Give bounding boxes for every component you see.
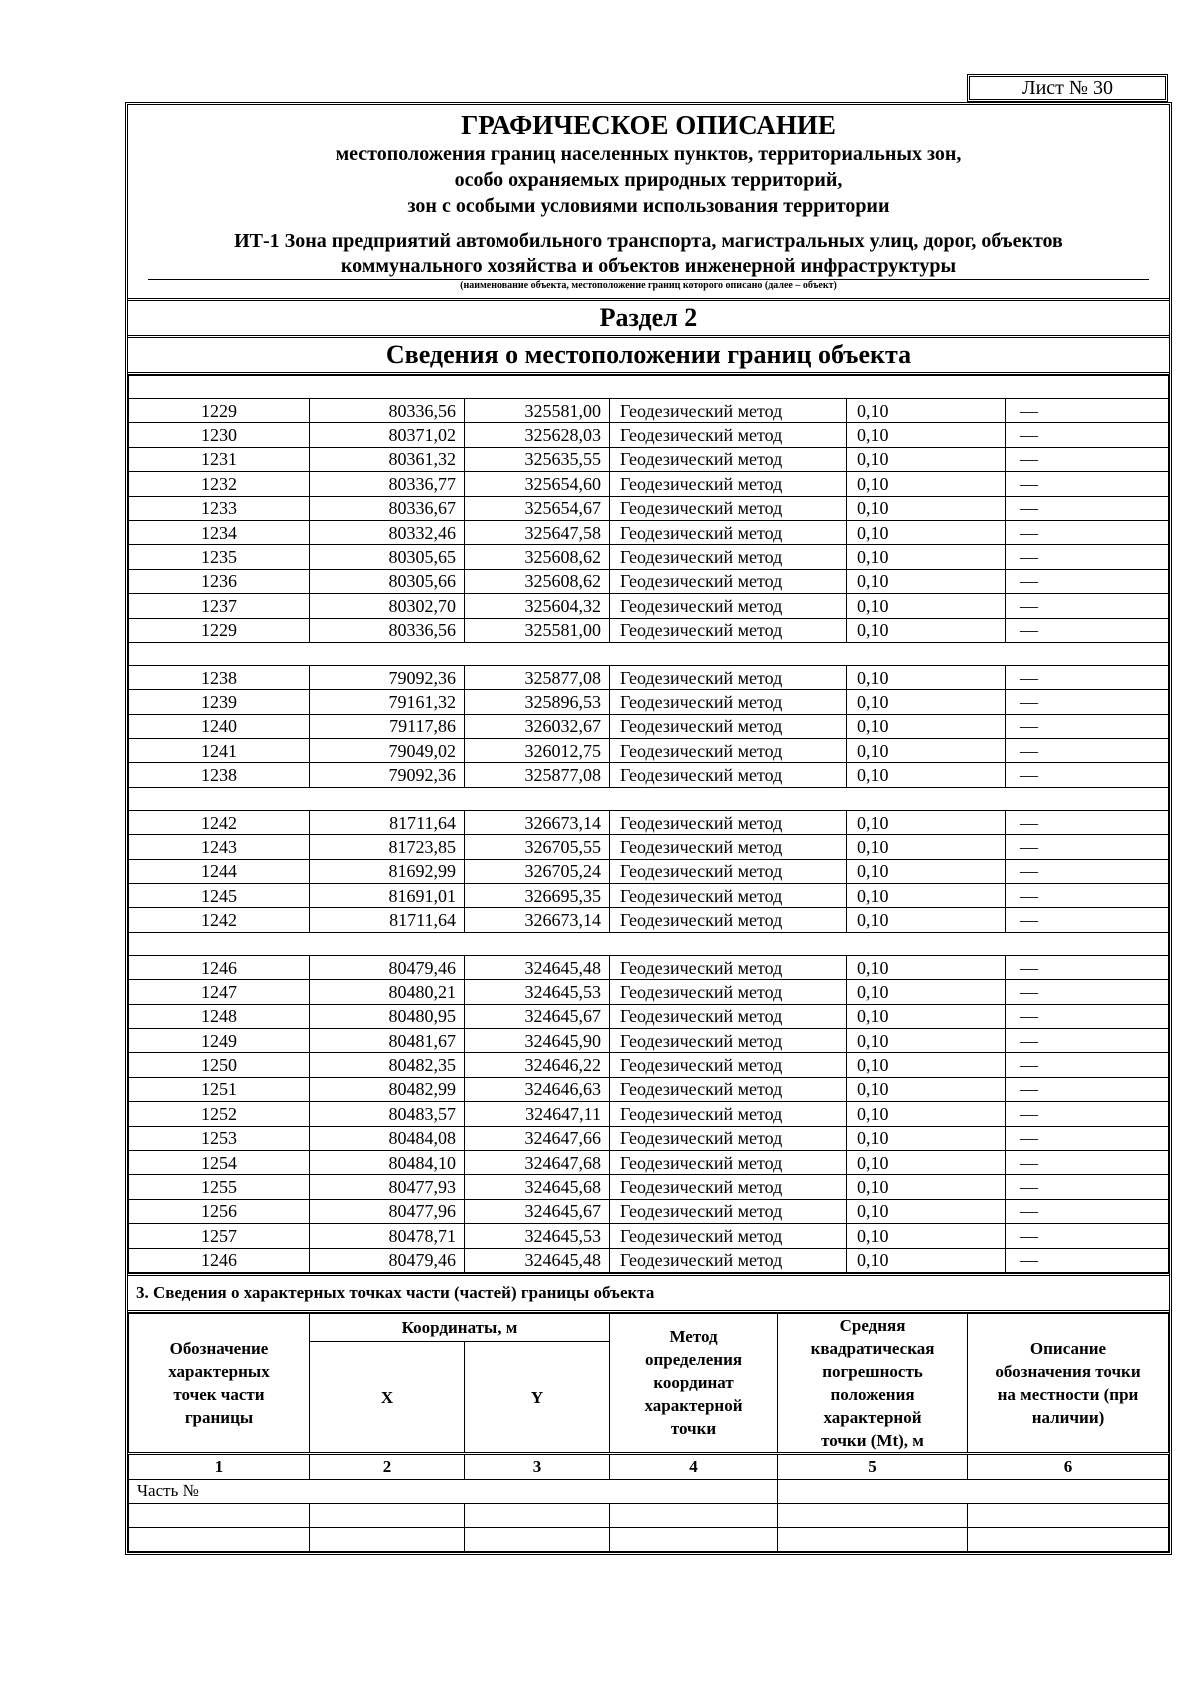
coord-x: 80478,71: [310, 1224, 465, 1248]
coord-y: 324645,53: [465, 980, 610, 1004]
coord-y: 325608,62: [465, 545, 610, 569]
coord-y: 325654,67: [465, 496, 610, 520]
description: —: [1006, 763, 1169, 787]
col-header-accuracy: Средняя квадратическая погрешность положения характерной точки (Mt), м: [778, 1313, 968, 1453]
document-frame: [125, 102, 1172, 1555]
method: Геодезический метод: [610, 472, 847, 496]
table-row: [129, 955, 1169, 979]
point-number: 1239: [129, 690, 310, 714]
description: —: [1006, 1102, 1169, 1126]
coord-y: 326705,55: [465, 835, 610, 859]
column-number: 3: [465, 1453, 610, 1479]
section-subtitle: Сведения о местоположении границ объекта: [128, 338, 1169, 375]
description: —: [1006, 472, 1169, 496]
description: —: [1006, 1150, 1169, 1174]
point-number: 1242: [129, 810, 310, 834]
coord-y: 324645,53: [465, 1224, 610, 1248]
description: —: [1006, 714, 1169, 738]
col-header-method: Метод определения координат характерной точки: [610, 1313, 778, 1453]
point-number: 1231: [129, 447, 310, 471]
coord-y: 324645,48: [465, 1248, 610, 1272]
accuracy: 0,10: [847, 859, 1006, 883]
point-number: 1251: [129, 1077, 310, 1101]
coord-y: 324645,90: [465, 1028, 610, 1052]
method: Геодезический метод: [610, 1224, 847, 1248]
accuracy: 0,10: [847, 545, 1006, 569]
method: Геодезический метод: [610, 1102, 847, 1126]
col-header-coordinates: Координаты, м: [310, 1313, 610, 1341]
coord-x: 81692,99: [310, 859, 465, 883]
empty-cell: [310, 1503, 465, 1527]
coord-y: 324647,66: [465, 1126, 610, 1150]
coord-y: 325647,58: [465, 520, 610, 544]
column-number: 6: [968, 1453, 1169, 1479]
coord-x: 80361,32: [310, 447, 465, 471]
empty-cell: [129, 1503, 310, 1527]
coord-x: 79092,36: [310, 763, 465, 787]
coord-y: 325581,00: [465, 399, 610, 423]
description: —: [1006, 594, 1169, 618]
method: Геодезический метод: [610, 1077, 847, 1101]
description: —: [1006, 739, 1169, 763]
table-row: [129, 447, 1169, 471]
part-label-row: [129, 1479, 1169, 1503]
accuracy: 0,10: [847, 1224, 1006, 1248]
group-separator-row: [129, 376, 1169, 399]
point-number: 1246: [129, 1248, 310, 1272]
accuracy: 0,10: [847, 1004, 1006, 1028]
coord-x: 81691,01: [310, 884, 465, 908]
coord-y: 326032,67: [465, 714, 610, 738]
empty-cell: [129, 787, 1169, 810]
table-row: [129, 739, 1169, 763]
accuracy: 0,10: [847, 618, 1006, 642]
coord-x: 80336,67: [310, 496, 465, 520]
method: Геодезический метод: [610, 1248, 847, 1272]
point-number: 1232: [129, 472, 310, 496]
accuracy: 0,10: [847, 665, 1006, 689]
table-row: [129, 1224, 1169, 1248]
coord-y: 324645,68: [465, 1175, 610, 1199]
coord-x: 80302,70: [310, 594, 465, 618]
table-row: [129, 618, 1169, 642]
accuracy: 0,10: [847, 1028, 1006, 1052]
method: Геодезический метод: [610, 980, 847, 1004]
point-number: 1229: [129, 399, 310, 423]
point-number: 1252: [129, 1102, 310, 1126]
coord-x: 80482,35: [310, 1053, 465, 1077]
point-number: 1253: [129, 1126, 310, 1150]
method: Геодезический метод: [610, 399, 847, 423]
table-row: [129, 665, 1169, 689]
part-section-title: 3. Сведения о характерных точках части (частей) границы объекта: [128, 1273, 1169, 1313]
empty-row: [129, 1503, 1169, 1527]
accuracy: 0,10: [847, 884, 1006, 908]
coord-y: 326673,14: [465, 810, 610, 834]
subtitle-line: местоположения границ населенных пунктов, территориальных зон,: [335, 143, 962, 165]
table-row: [129, 1199, 1169, 1223]
description: —: [1006, 545, 1169, 569]
table-row: [129, 399, 1169, 423]
point-number: 1238: [129, 763, 310, 787]
accuracy: 0,10: [847, 472, 1006, 496]
accuracy: 0,10: [847, 908, 1006, 932]
column-number: 1: [129, 1453, 310, 1479]
point-number: 1244: [129, 859, 310, 883]
description: —: [1006, 1053, 1169, 1077]
method: Геодезический метод: [610, 714, 847, 738]
coord-y: 325581,00: [465, 618, 610, 642]
accuracy: 0,10: [847, 447, 1006, 471]
point-number: 1242: [129, 908, 310, 932]
accuracy: 0,10: [847, 399, 1006, 423]
accuracy: 0,10: [847, 1248, 1006, 1272]
section-title: Раздел 2: [128, 301, 1169, 338]
accuracy: 0,10: [847, 1175, 1006, 1199]
coord-x: 81711,64: [310, 908, 465, 932]
coord-y: 325608,62: [465, 569, 610, 593]
accuracy: 0,10: [847, 569, 1006, 593]
table-row: [129, 859, 1169, 883]
subtitle-line: зон с особыми условиями использования территории: [407, 195, 890, 217]
document-title: ГРАФИЧЕСКОЕ ОПИСАНИЕ: [461, 110, 836, 140]
coord-y: 325877,08: [465, 665, 610, 689]
empty-cell: [310, 1527, 465, 1551]
description: —: [1006, 1077, 1169, 1101]
point-number: 1249: [129, 1028, 310, 1052]
empty-cell: [129, 932, 1169, 955]
method: Геодезический метод: [610, 569, 847, 593]
description: —: [1006, 665, 1169, 689]
description: —: [1006, 1248, 1169, 1272]
coord-x: 80482,99: [310, 1077, 465, 1101]
description: —: [1006, 1004, 1169, 1028]
empty-cell: [968, 1503, 1169, 1527]
accuracy: 0,10: [847, 496, 1006, 520]
accuracy: 0,10: [847, 1053, 1006, 1077]
description: —: [1006, 1175, 1169, 1199]
method: Геодезический метод: [610, 859, 847, 883]
point-number: 1241: [129, 739, 310, 763]
point-number: 1234: [129, 520, 310, 544]
method: Геодезический метод: [610, 1126, 847, 1150]
description: —: [1006, 884, 1169, 908]
accuracy: 0,10: [847, 1126, 1006, 1150]
description: —: [1006, 618, 1169, 642]
col-header-point-designation: Обозначение характерных точек части границы: [129, 1313, 310, 1453]
point-number: 1250: [129, 1053, 310, 1077]
description: —: [1006, 908, 1169, 932]
method: Геодезический метод: [610, 447, 847, 471]
accuracy: 0,10: [847, 1150, 1006, 1174]
coord-x: 79117,86: [310, 714, 465, 738]
document-header: [128, 105, 1169, 301]
column-number: 2: [310, 1453, 465, 1479]
method: Геодезический метод: [610, 1004, 847, 1028]
method: Геодезический метод: [610, 1053, 847, 1077]
sheet-number: Лист № 30: [967, 74, 1168, 102]
point-number: 1248: [129, 1004, 310, 1028]
coord-x: 80336,77: [310, 472, 465, 496]
column-number: 5: [778, 1453, 968, 1479]
coord-x: 80484,10: [310, 1150, 465, 1174]
table-row: [129, 1004, 1169, 1028]
coord-y: 325635,55: [465, 447, 610, 471]
table-row: [129, 1248, 1169, 1272]
description: —: [1006, 1028, 1169, 1052]
method: Геодезический метод: [610, 545, 847, 569]
description: —: [1006, 955, 1169, 979]
method: Геодезический метод: [610, 884, 847, 908]
coord-x: 80336,56: [310, 399, 465, 423]
subtitle-line: особо охраняемых природных территорий,: [454, 169, 843, 191]
accuracy: 0,10: [847, 520, 1006, 544]
method: Геодезический метод: [610, 810, 847, 834]
method: Геодезический метод: [610, 423, 847, 447]
description: —: [1006, 569, 1169, 593]
accuracy: 0,10: [847, 714, 1006, 738]
col-header-description: Описание обозначения точки на местности (при наличии): [968, 1313, 1169, 1453]
table-row: [129, 1102, 1169, 1126]
coord-y: 325896,53: [465, 690, 610, 714]
description: —: [1006, 835, 1169, 859]
object-name-line: ИТ-1 Зона предприятий автомобильного транспорта, магистральных улиц, дорог, объектов: [234, 230, 1063, 252]
coord-x: 80479,46: [310, 955, 465, 979]
accuracy: 0,10: [847, 955, 1006, 979]
coord-y: 325604,32: [465, 594, 610, 618]
coord-y: 326695,35: [465, 884, 610, 908]
coord-x: 80480,21: [310, 980, 465, 1004]
column-number: 4: [610, 1453, 778, 1479]
object-caption: (наименование объекта, местоположение границ которого описано (далее – объект): [460, 280, 837, 291]
table-row: [129, 594, 1169, 618]
table-row: [129, 496, 1169, 520]
method: Геодезический метод: [610, 835, 847, 859]
coord-y: 326673,14: [465, 908, 610, 932]
method: Геодезический метод: [610, 1150, 847, 1174]
accuracy: 0,10: [847, 810, 1006, 834]
empty-cell: [778, 1527, 968, 1551]
empty-cell: [129, 1527, 310, 1551]
method: Геодезический метод: [610, 763, 847, 787]
coord-y: 324645,67: [465, 1004, 610, 1028]
accuracy: 0,10: [847, 1199, 1006, 1223]
coord-y: 324646,22: [465, 1053, 610, 1077]
coord-x: 79161,32: [310, 690, 465, 714]
coord-y: 326012,75: [465, 739, 610, 763]
point-number: 1246: [129, 955, 310, 979]
point-number: 1236: [129, 569, 310, 593]
coord-y: 325628,03: [465, 423, 610, 447]
empty-cell: [610, 1503, 778, 1527]
coord-x: 80480,95: [310, 1004, 465, 1028]
table-row: [129, 690, 1169, 714]
table-row: [129, 423, 1169, 447]
table-row: [129, 908, 1169, 932]
point-number: 1237: [129, 594, 310, 618]
accuracy: 0,10: [847, 763, 1006, 787]
point-number: 1257: [129, 1224, 310, 1248]
point-number: 1230: [129, 423, 310, 447]
accuracy: 0,10: [847, 423, 1006, 447]
coord-y: 324645,48: [465, 955, 610, 979]
coord-y: 325654,60: [465, 472, 610, 496]
method: Геодезический метод: [610, 1028, 847, 1052]
coord-y: 325877,08: [465, 763, 610, 787]
empty-cell: [610, 1527, 778, 1551]
description: —: [1006, 980, 1169, 1004]
table-row: [129, 835, 1169, 859]
method: Геодезический метод: [610, 1199, 847, 1223]
table-row: [129, 1126, 1169, 1150]
empty-cell: [129, 642, 1169, 665]
coord-y: 324645,67: [465, 1199, 610, 1223]
coord-x: 79092,36: [310, 665, 465, 689]
table-row: [129, 1053, 1169, 1077]
coord-x: 80481,67: [310, 1028, 465, 1052]
method: Геодезический метод: [610, 955, 847, 979]
coord-x: 79049,02: [310, 739, 465, 763]
coord-x: 81711,64: [310, 810, 465, 834]
method: Геодезический метод: [610, 1175, 847, 1199]
empty-cell: [778, 1479, 1169, 1503]
description: —: [1006, 423, 1169, 447]
description: —: [1006, 1199, 1169, 1223]
coord-x: 80477,96: [310, 1199, 465, 1223]
group-separator-row: [129, 642, 1169, 665]
description: —: [1006, 399, 1169, 423]
method: Геодезический метод: [610, 520, 847, 544]
method: Геодезический метод: [610, 496, 847, 520]
group-separator-row: [129, 932, 1169, 955]
empty-row: [129, 1527, 1169, 1551]
accuracy: 0,10: [847, 1102, 1006, 1126]
coord-x: 80479,46: [310, 1248, 465, 1272]
accuracy: 0,10: [847, 980, 1006, 1004]
accuracy: 0,10: [847, 739, 1006, 763]
description: —: [1006, 520, 1169, 544]
table-row: [129, 980, 1169, 1004]
part-points-table: [128, 1313, 1169, 1552]
accuracy: 0,10: [847, 1077, 1006, 1101]
method: Геодезический метод: [610, 594, 847, 618]
description: —: [1006, 690, 1169, 714]
point-number: 1247: [129, 980, 310, 1004]
object-name-line: коммунального хозяйства и объектов инженерной инфраструктуры: [340, 255, 957, 277]
coord-x: 80483,57: [310, 1102, 465, 1126]
column-numbers-row: [129, 1453, 1169, 1479]
table-row: [129, 472, 1169, 496]
point-number: 1240: [129, 714, 310, 738]
table-row: [129, 520, 1169, 544]
table-row: [129, 810, 1169, 834]
point-number: 1238: [129, 665, 310, 689]
table-row: [129, 1028, 1169, 1052]
coord-x: 81723,85: [310, 835, 465, 859]
coord-y: 324647,68: [465, 1150, 610, 1174]
table-row: [129, 763, 1169, 787]
coord-x: 80305,66: [310, 569, 465, 593]
group-separator-row: [129, 787, 1169, 810]
col-header-y: Y: [465, 1342, 610, 1454]
point-number: 1254: [129, 1150, 310, 1174]
coord-x: 80336,56: [310, 618, 465, 642]
coord-y: 324646,63: [465, 1077, 610, 1101]
empty-cell: [465, 1503, 610, 1527]
table-row: [129, 884, 1169, 908]
empty-cell: [778, 1503, 968, 1527]
accuracy: 0,10: [847, 594, 1006, 618]
part-label: Часть №: [129, 1479, 778, 1503]
method: Геодезический метод: [610, 690, 847, 714]
table-row: [129, 545, 1169, 569]
description: —: [1006, 859, 1169, 883]
point-number: 1256: [129, 1199, 310, 1223]
accuracy: 0,10: [847, 690, 1006, 714]
boundary-points-table: [128, 375, 1169, 1273]
accuracy: 0,10: [847, 835, 1006, 859]
col-header-x: X: [310, 1342, 465, 1454]
point-number: 1243: [129, 835, 310, 859]
method: Геодезический метод: [610, 665, 847, 689]
empty-cell: [129, 376, 1169, 399]
description: —: [1006, 1126, 1169, 1150]
method: Геодезический метод: [610, 618, 847, 642]
table-row: [129, 1150, 1169, 1174]
coord-x: 80477,93: [310, 1175, 465, 1199]
table-row: [129, 1175, 1169, 1199]
table-row: [129, 1077, 1169, 1101]
description: —: [1006, 496, 1169, 520]
empty-cell: [465, 1527, 610, 1551]
description: —: [1006, 810, 1169, 834]
point-number: 1229: [129, 618, 310, 642]
description: —: [1006, 447, 1169, 471]
point-number: 1235: [129, 545, 310, 569]
description: —: [1006, 1224, 1169, 1248]
coord-x: 80305,65: [310, 545, 465, 569]
point-number: 1245: [129, 884, 310, 908]
coord-y: 326705,24: [465, 859, 610, 883]
method: Геодезический метод: [610, 739, 847, 763]
empty-cell: [968, 1527, 1169, 1551]
method: Геодезический метод: [610, 908, 847, 932]
table-row: [129, 569, 1169, 593]
point-number: 1233: [129, 496, 310, 520]
coord-x: 80484,08: [310, 1126, 465, 1150]
coord-x: 80371,02: [310, 423, 465, 447]
coord-x: 80332,46: [310, 520, 465, 544]
coord-y: 324647,11: [465, 1102, 610, 1126]
point-number: 1255: [129, 1175, 310, 1199]
table-row: [129, 714, 1169, 738]
